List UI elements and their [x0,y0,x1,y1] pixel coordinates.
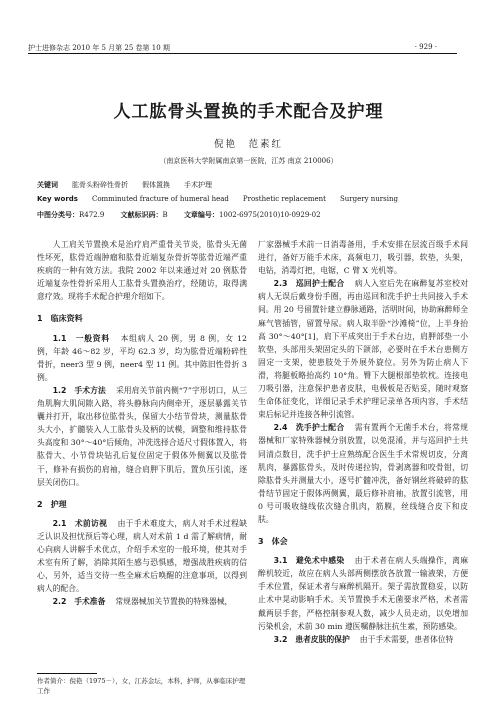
section-2-2-heading: 2.2 手术准备 [52,597,106,607]
intro-paragraph: 人工肩关节置换术是治疗肩严重骨关节炎，肱骨头无菌性坏死，肱骨近端肿瘤和肱骨近端复杂骨折等肱骨近端严重疾病的一种有效方法。我院 2002 年以来通过对 20 例肱骨近端复杂性骨折采用人工肱骨头置换治疗，经随访，取得满意疗效。现将手术配合护理介绍如下。 [37,240,247,302]
section-1-2-heading: 1.2 手术方法 [52,385,106,395]
section-3-heading: 3 体会 [258,537,288,547]
keywords-cn-text: 肱骨头粉碎性骨折 假体置换 手术护理 [72,181,212,189]
article-affiliation: （南京医科大学附属南京第一医院，江苏 南京 210006） [159,157,338,165]
section-2-2 [37,595,247,608]
author-footnote: 作者简介：倪艳（1975－），女，江苏金坛，本科，护师，从事临床护理工作 [37,677,246,695]
section-3-1-text: 由于术者在病人头端操作，离麻醉机较近，故应在病人头部两侧摆放各放置一输液架，方便手术位置，保证术者与麻醉机隔开。架子需放置稳妥，以防止术中晃动影响手术。关节置换手术无菌要求严格，术者需戴两层手套，严格控制参观人数，减少人员走动，以免增加污染机会，术前 30 min 遵医嘱静脉注抗生素，预防感染。 [258,556,469,631]
section-2-1 [37,517,247,596]
section-1-1 [37,332,247,384]
right-column [258,238,468,646]
section-3-2-heading: 3.2 患者皮肤的保护 [273,634,350,644]
section-2-3-heading: 2.3 巡回护士配合 [273,279,345,289]
section-1-2 [37,384,247,489]
article-title: 人工肱骨头置换的手术配合及护理 [113,102,384,122]
section-2-4-heading: 2.4 洗手护士配合 [273,423,345,433]
footnote-divider [37,673,97,674]
keywords-cn [37,180,212,190]
article-authors: 倪艳 范素红 [213,139,283,150]
article-no-label: 文章编号： [183,211,219,219]
section-2-1-text: 由于手术难度大，病人对手术过程缺乏认识及担忧预后等心理，病人对术前 1 d 需了解病情，耐心向病人讲解手术优点，介绍手术室的一般环境，使其对手术室有所了解，消除其陌生感与恐惧感，增强战胜疾病的信心，另外，适当交待一些全麻术后唤醒的注意事项，以得到病人的配合。 [37,518,248,594]
clc-label: 中图分类号： [37,211,79,219]
section-2-3 [258,277,468,421]
section-1-heading: 1 临床资料 [37,314,83,324]
left-column [37,238,247,608]
keywords-en-text: Comminuted fracture of humeral head Prosthetic replacement Surgery nursing [91,195,398,203]
section-2-2-continued: 厂家器械手术前一日消毒备用，手术安排在层流百级手术间进行，备好万能手术床，高频电刀，吸引器，软垫，头架，电钻，消毒灯把，电锯，C 臂 X 光机等。 [258,240,468,276]
section-2-2-text-start: 常规器械加关节置换的特殊器械， [115,597,233,607]
section-2-1-heading: 2.1 术前访视 [52,518,108,528]
running-header-page-number: · 929 · [414,43,437,51]
section-2-3-text: 病人入室后先在麻醉复苏室校对病人无误后戴身份手圈，再由巡回和洗手护士共同接入手术间。用 20 号留置针建立静脉通路，活明时间，协助麻醉师全麻气管插管，留置导尿。病人取半卧“沙滩椅”位，上半身抬高 30°～40°[1]，肩下平成突出于手术台边，肩胛部垫一小软垫，头部用头架固定头的下颌部，必要时在手术台患侧方固定一支架，使患肢处于外展外旋位。另外为防止病人下滑，将腿板略抬高约 10°角。臀下大腿根部垫软枕。连接电刀吸引器，注意保护患者皮肤，电极板是否贴妥，随时观察生命体征变化，详细记录手术护理记录单各项内容，手术结束后标记并连接各种引流管。 [258,279,469,420]
keywords-en [37,194,398,204]
section-2-heading: 2 护理 [37,499,67,509]
section-2-4-text: 需有置两个无菌手术台，将常规器械和厂家特殊器械分别放置，以免混淆，并与巡回护士共同清点数目，洗手护士应熟练配合医生手术常规切皮，分离肌肉，暴露肱骨头，及时传递拉钩，骨剥离器和咬骨钳，切除肱骨头并测量大小，逐号扩髓冲洗，备好钢丝将破碎的肱骨结节固定于假体两侧翼，最后修补肩袖，放置引流管，用 0 号可吸收缝线依次缝合肌肉，筋膜，丝线缝合皮下和皮肤。 [258,423,469,524]
keywords-en-label: Key words [37,195,78,203]
keywords-cn-label: 关键词 [37,181,58,189]
section-3-2-text: 由于手术需要，患者体位特 [359,634,454,644]
section-2-4 [258,421,468,526]
running-header-journal: 护士进修杂志 2010 年 5 月第 25 卷第 10 期 [28,44,170,52]
clc-value: R472.9 [79,211,105,219]
section-1-2-text: 采用肩关节前内侧“7”字形切口，从三角肌胸大肌间隙入路，将头静脉向内侧牵开，逐层暴露关节囊并打开，取出移位肱骨头，保留大小结节骨块，测量肱骨头大小，扩髓装入人工肱骨头及柄的试模，调整和维持肱骨头高度和 30°～40°后倾角，冲洗选择合适尺寸假体置入，将肱骨大、小节骨块钻孔后复位固定于假体外侧翼以及肱骨干，修补有损伤的肩袖，缝合肩胛下肌后，置负压引流，逐层关闭伤口。 [37,385,247,487]
section-3-1-heading: 3.1 避免术中感染 [273,556,345,566]
doc-code-label: 文献标识码： [120,211,163,219]
header-divider [28,53,457,54]
section-3-1 [258,554,468,633]
section-1-1-text: 本组病人 20 例，男 8 例，女 12 例，年龄 46～82 岁，平均 62.3 岁，均为肱骨近端粉碎性骨折，neer3 型 9 例，neer4 型 11 例。其中陈旧性骨折 3 例。 [37,333,247,382]
doc-code-value: B [162,211,168,219]
classification-line [37,210,321,220]
section-1-1-heading: 1.1 一般资料 [52,333,110,343]
section-3-2 [258,633,468,646]
article-no-value: 1002-6975(2010)10-0929-02 [218,211,321,219]
